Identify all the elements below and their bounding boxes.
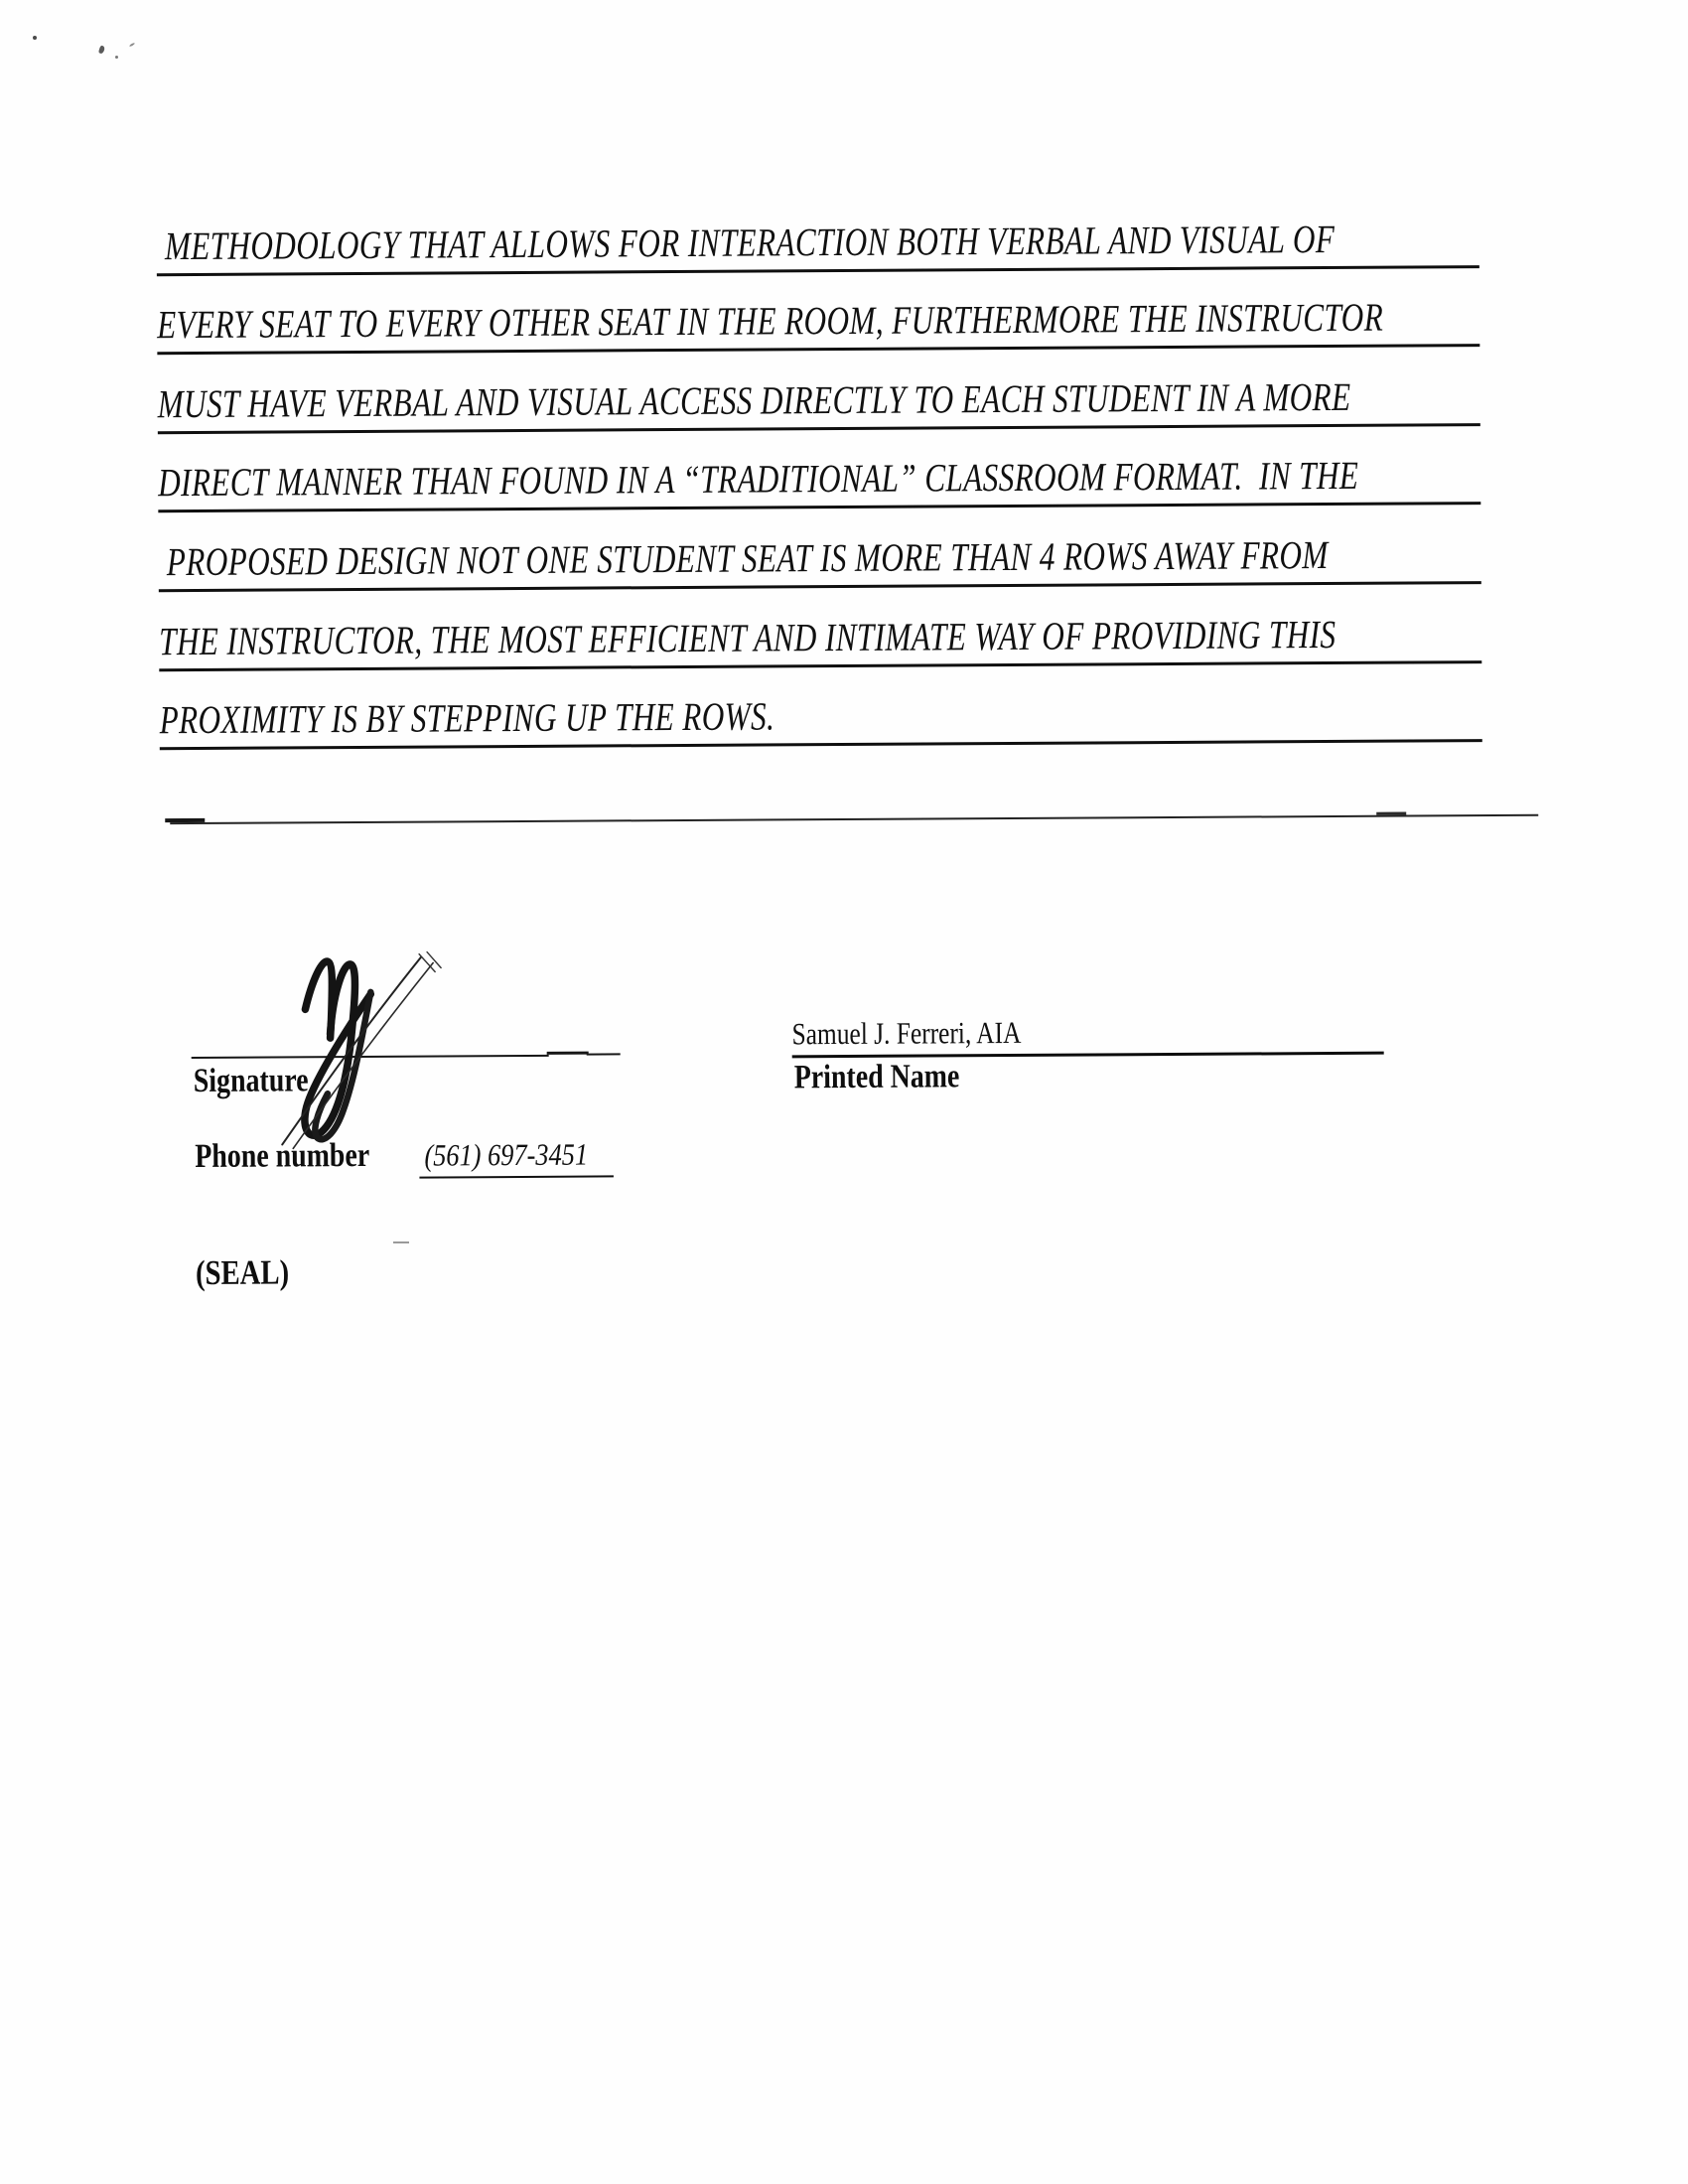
phone-number-row: [195, 1135, 647, 1180]
statement-line-text: THE INSTRUCTOR, THE MOST EFFICIENT AND INTIMATE WAY OF PROVIDING THIS: [159, 611, 1336, 663]
blank-underline-rule-bump: [1376, 812, 1406, 815]
phone-number-label: [195, 1137, 408, 1176]
phone-number-value: (561) 697-3451: [420, 1136, 615, 1178]
statement-line-text: MUST HAVE VERBAL AND VISUAL ACCESS DIRECTLY TO EACH STUDENT IN A MORE: [157, 373, 1351, 426]
statement-line-text: PROPOSED DESIGN NOT ONE STUDENT SEAT IS MORE THAN 4 ROWS AWAY FROM: [158, 531, 1329, 585]
scan-speck: [115, 56, 118, 59]
seal-label: [196, 1252, 310, 1293]
blank-underline-rule: [170, 814, 1538, 824]
printed-name-label: [794, 1058, 996, 1096]
statement-line-text: DIRECT MANNER THAN FOUND IN A “TRADITIONAL” CLASSROOM FORMAT. IN THE: [158, 453, 1359, 506]
signature-label: [194, 1062, 334, 1100]
seal-label-text: (SEAL): [195, 1252, 290, 1293]
statement-line-text: PROXIMITY IS BY STEPPING UP THE ROWS.: [159, 693, 775, 743]
signature-ink: [270, 942, 470, 1156]
statement-line: [156, 189, 1478, 276]
statement-line: [159, 663, 1481, 751]
statement-line: [158, 426, 1480, 513]
statement-line: [157, 268, 1479, 356]
statement-line-text: EVERY SEAT TO EVERY OTHER SEAT IN THE ROOM, FURTHERMORE THE INSTRUCTOR: [157, 294, 1384, 348]
printed-name-line: [791, 1013, 1383, 1059]
phone-number-label-text: Phone number: [195, 1136, 370, 1176]
statement-line-text: METHODOLOGY THAT ALLOWS FOR INTERACTION BOTH VERBAL AND VISUAL OF: [156, 216, 1336, 268]
printed-name-label-text: Printed Name: [793, 1058, 960, 1096]
blank-underline-rule-cap: [165, 818, 205, 822]
signature-line-segment: [587, 1053, 621, 1055]
scan-speck: [33, 36, 37, 40]
printed-name-value: Samuel J. Ferreri, AIA: [791, 1014, 1022, 1052]
signature-line-segment: [547, 1052, 589, 1055]
signature-label-text: Signature: [193, 1062, 309, 1100]
statement-line: [159, 584, 1481, 671]
statement-line: [158, 505, 1480, 592]
statement-line: [157, 347, 1479, 434]
scan-speck: [393, 1241, 409, 1243]
statement-paragraph: [156, 189, 1481, 750]
